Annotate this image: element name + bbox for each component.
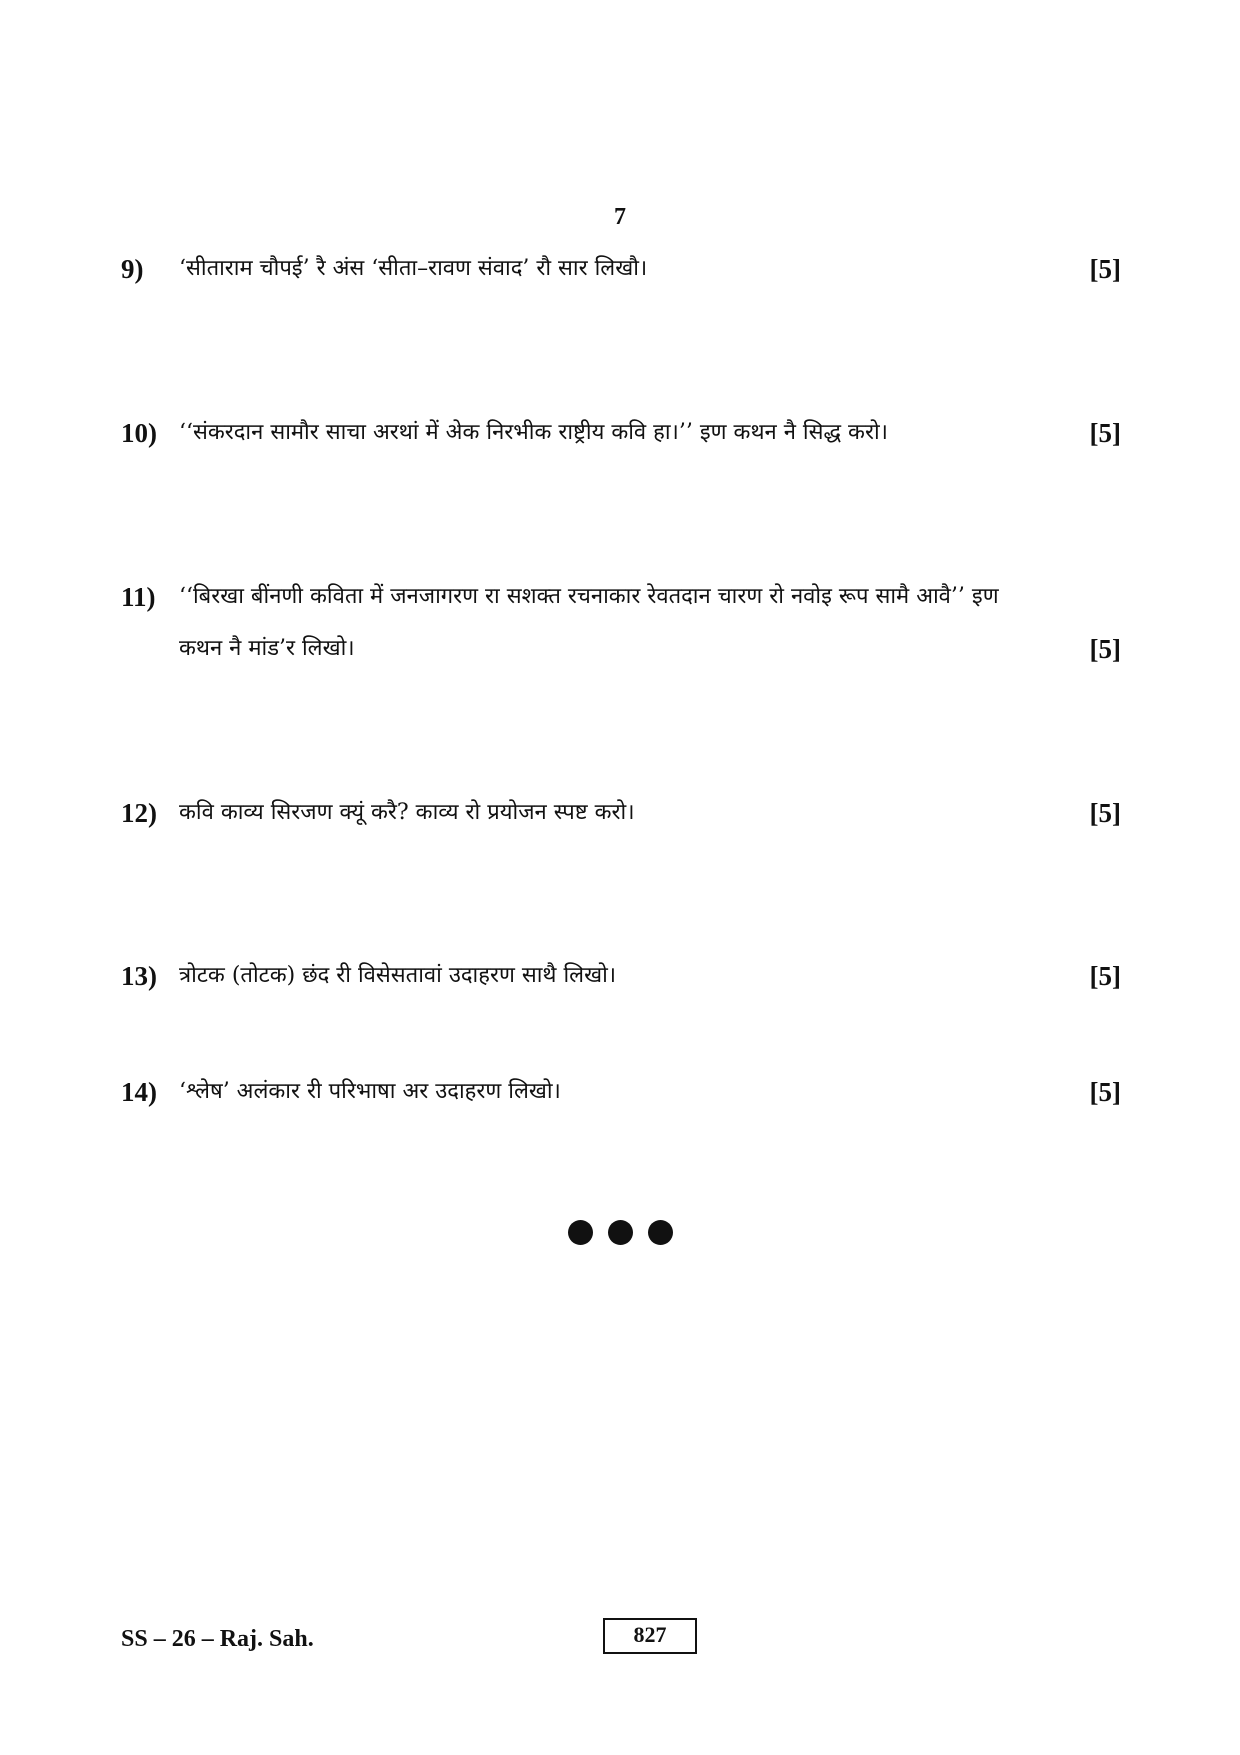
question-number: 9)	[121, 254, 144, 284]
question-marks: [5]	[1089, 418, 1121, 448]
question-marks: [5]	[1089, 961, 1121, 991]
question-text: ‘श्लेष’ अलंकार री परिभाषा अर उदाहरण लिखो।	[179, 1079, 561, 1104]
question-number: 13)	[121, 961, 157, 991]
question-13	[121, 950, 1121, 1002]
question-11	[121, 571, 1121, 675]
question-number: 14)	[121, 1077, 157, 1107]
question-10	[121, 407, 1121, 459]
question-14	[121, 1066, 1121, 1118]
question-text: त्रोटक (तोटक) छंद री विसेसतावां उदाहरण साथै लिखो।	[179, 963, 617, 988]
question-text: ‘‘संकरदान सामौर साचा अरथां में अेक निरभीक राष्ट्रीय कवि हा।’’ इण कथन नै सिद्ध करो।	[179, 420, 888, 445]
question-9	[121, 243, 1121, 295]
paper-code: SS – 26 – Raj. Sah.	[121, 1626, 314, 1652]
question-marks: [5]	[1089, 798, 1121, 828]
question-marks: [5]	[1089, 1077, 1121, 1107]
bullet-dot	[568, 1220, 593, 1245]
question-marks: [5]	[1089, 634, 1121, 664]
end-marker	[568, 1220, 673, 1245]
question-number: 12)	[121, 798, 157, 828]
bullet-dot	[608, 1220, 633, 1245]
bullet-dot	[648, 1220, 673, 1245]
question-marks: [5]	[1089, 254, 1121, 284]
page-code-box: 827	[603, 1618, 697, 1654]
question-12	[121, 787, 1121, 839]
question-text-line-1: ‘‘बिरखा बींनणी कविता में जनजागरण रा सशक्त रचनाकार रेवतदान चारण रो नवोइ रूप सामै आवै’’ इण	[179, 584, 999, 609]
question-text: कवि काव्य सिरजण क्यूं करै? काव्य रो प्रयोजन स्पष्ट करो।	[179, 800, 635, 825]
question-text-line-2: कथन नै मांड’र लिखो।	[179, 636, 355, 661]
question-number: 11)	[121, 582, 156, 612]
question-text: ‘सीताराम चौपई’ रै अंस ‘सीता–रावण संवाद’ रौ सार लिखौ।	[179, 256, 648, 281]
page-number: 7	[614, 204, 626, 230]
question-number: 10)	[121, 418, 157, 448]
